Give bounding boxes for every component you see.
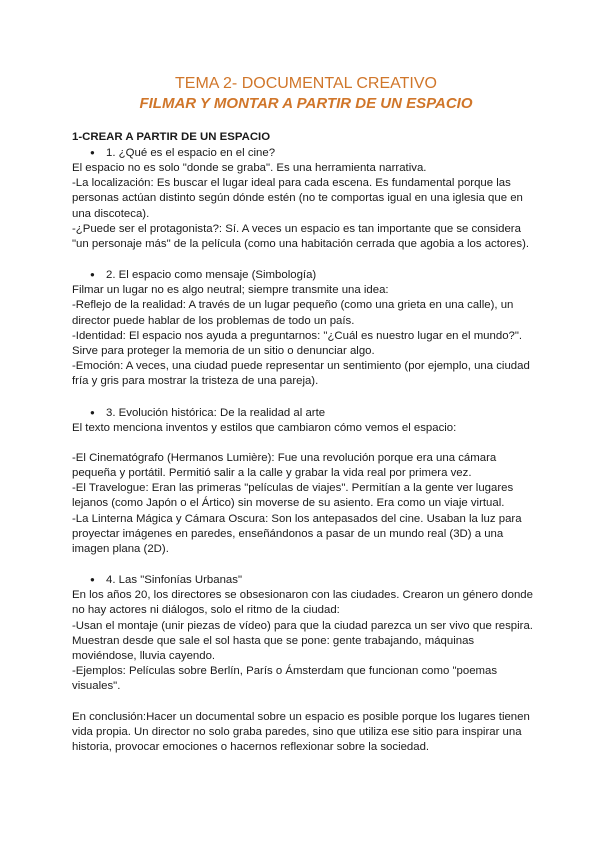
bullet-icon: ●: [90, 148, 95, 157]
bullet-text: 3. Evolución histórica: De la realidad al arte: [106, 406, 326, 419]
bullet-item: [72, 405, 540, 421]
paragraph-line: pequeña y portátil. Permitió salir a la calle y grabar la vida real por primera vez.: [72, 467, 472, 480]
bullet-text: 2. El espacio como mensaje (Simbología): [106, 269, 317, 282]
paragraph-line: -El Cinematógrafo (Hermanos Lumière): Fue una revolución porque era una cámara: [72, 451, 497, 464]
paragraph-line: lejanos (como Japón o el Ártico) sin moverse de su asiento. Era como un viaje virtual.: [72, 497, 505, 510]
spacer: [72, 557, 540, 572]
paragraph-line: El texto menciona inventos y estilos que cambiaron cómo vemos el espacio:: [72, 421, 457, 434]
paragraph-line: proyectar imágenes en paredes, enseñándonos a pasar de un mundo real (3D) a una: [72, 527, 504, 540]
paragraph-line: Filmar un lugar no es algo neutral; siempre transmite una idea:: [72, 284, 389, 297]
spacer: [72, 252, 540, 267]
bullet-item: [72, 145, 540, 161]
conclusion-line: vida propia. Un director no solo graba paredes, sino que utiliza ese sitio para inspirar una: [72, 725, 522, 738]
paragraph-line: Muestran desde que sale el sol hasta que se pone: gente trabajando, máquinas: [72, 634, 475, 647]
conclusion-line: historia, provocar emociones o hacernos reflexionar sobre la sociedad.: [72, 741, 430, 754]
section-heading: 1-CREAR A PARTIR DE UN ESPACIO: [72, 131, 271, 143]
bullet-icon: ●: [90, 270, 95, 280]
paragraph-line: fría y gris para mostrar la tristeza de una pareja).: [72, 375, 319, 388]
paragraph-line: -¿Puede ser el protagonista?: Sí. A veces un espacio es tan importante que se considera: [72, 222, 521, 235]
paragraph-line: -Usan el montaje (unir piezas de vídeo) para que la ciudad parezca un ser vivo que respira.: [72, 619, 533, 632]
paragraph-line: una discoteca).: [72, 207, 150, 220]
bullet-icon: ●: [90, 575, 95, 585]
paragraph-line: Sirve para proteger la memoria de un sitio o denunciar algo.: [72, 345, 375, 358]
paragraph-line: moviéndose, lluvia cayendo.: [72, 650, 216, 663]
bullet-icon: ●: [90, 407, 95, 417]
paragraph-line: no hay actores ni diálogos, solo el ritmo de la ciudad:: [72, 604, 340, 617]
paragraph-line: visuales".: [72, 680, 121, 693]
document-title: TEMA 2- DOCUMENTAL CREATIVO: [175, 75, 437, 92]
bullet-text: 1. ¿Qué es el espacio en el cine?: [106, 147, 276, 159]
paragraph-line: "un personaje más" de la película (como una habitación cerrada que agobia a los actores).: [72, 238, 530, 251]
paragraph-line: -La Linterna Mágica y Cámara Oscura: Son los antepasados del cine. Usaban la luz para: [72, 512, 522, 525]
paragraph-line: En los años 20, los directores se obsesionaron con las ciudades. Crearon un género donde: [72, 589, 533, 602]
paragraph-line: -La localización: Es buscar el lugar ideal para cada escena. Es fundamental porque las: [72, 177, 511, 190]
document-subtitle: FILMAR Y MONTAR A PARTIR DE UN ESPACIO: [139, 95, 473, 112]
bullet-text: 4. Las "Sinfonías Urbanas": [106, 574, 242, 587]
spacer: [72, 436, 540, 451]
paragraph-line: -Reflejo de la realidad: A través de un lugar pequeño (como una grieta en una calle), un: [72, 299, 514, 312]
paragraph-line: El espacio no es solo "donde se graba". Es una herramienta narrativa.: [72, 162, 427, 174]
spacer: [72, 390, 540, 405]
bullet-item: [72, 267, 540, 283]
paragraph-line: director puede hablar de los problemas de todo un país.: [72, 314, 355, 327]
paragraph-line: -Emoción: A veces, una ciudad puede representar un sentimiento (por ejemplo, una ciudad: [72, 360, 530, 373]
paragraph-line: -Ejemplos: Películas sobre Berlín, París o Ámsterdam que funcionan como "poemas: [72, 665, 498, 678]
bullet-item: [72, 572, 540, 588]
spacer: [72, 695, 540, 710]
conclusion-line: En conclusión:Hacer un documental sobre un espacio es posible porque los lugares tienen: [72, 710, 530, 723]
paragraph-line: personas actúan distinto según dónde estén (no te comportas igual en una iglesia que en: [72, 192, 523, 205]
paragraph-line: -Identidad: El espacio nos ayuda a preguntarnos: "¿Cuál es nuestro lugar en el mundo?".: [72, 329, 523, 342]
paragraph-line: -El Travelogue: Eran las primeras "películas de viajes". Permitían a la gente ver lugares: [72, 482, 514, 495]
paragraph-line: imagen plana (2D).: [72, 543, 169, 556]
